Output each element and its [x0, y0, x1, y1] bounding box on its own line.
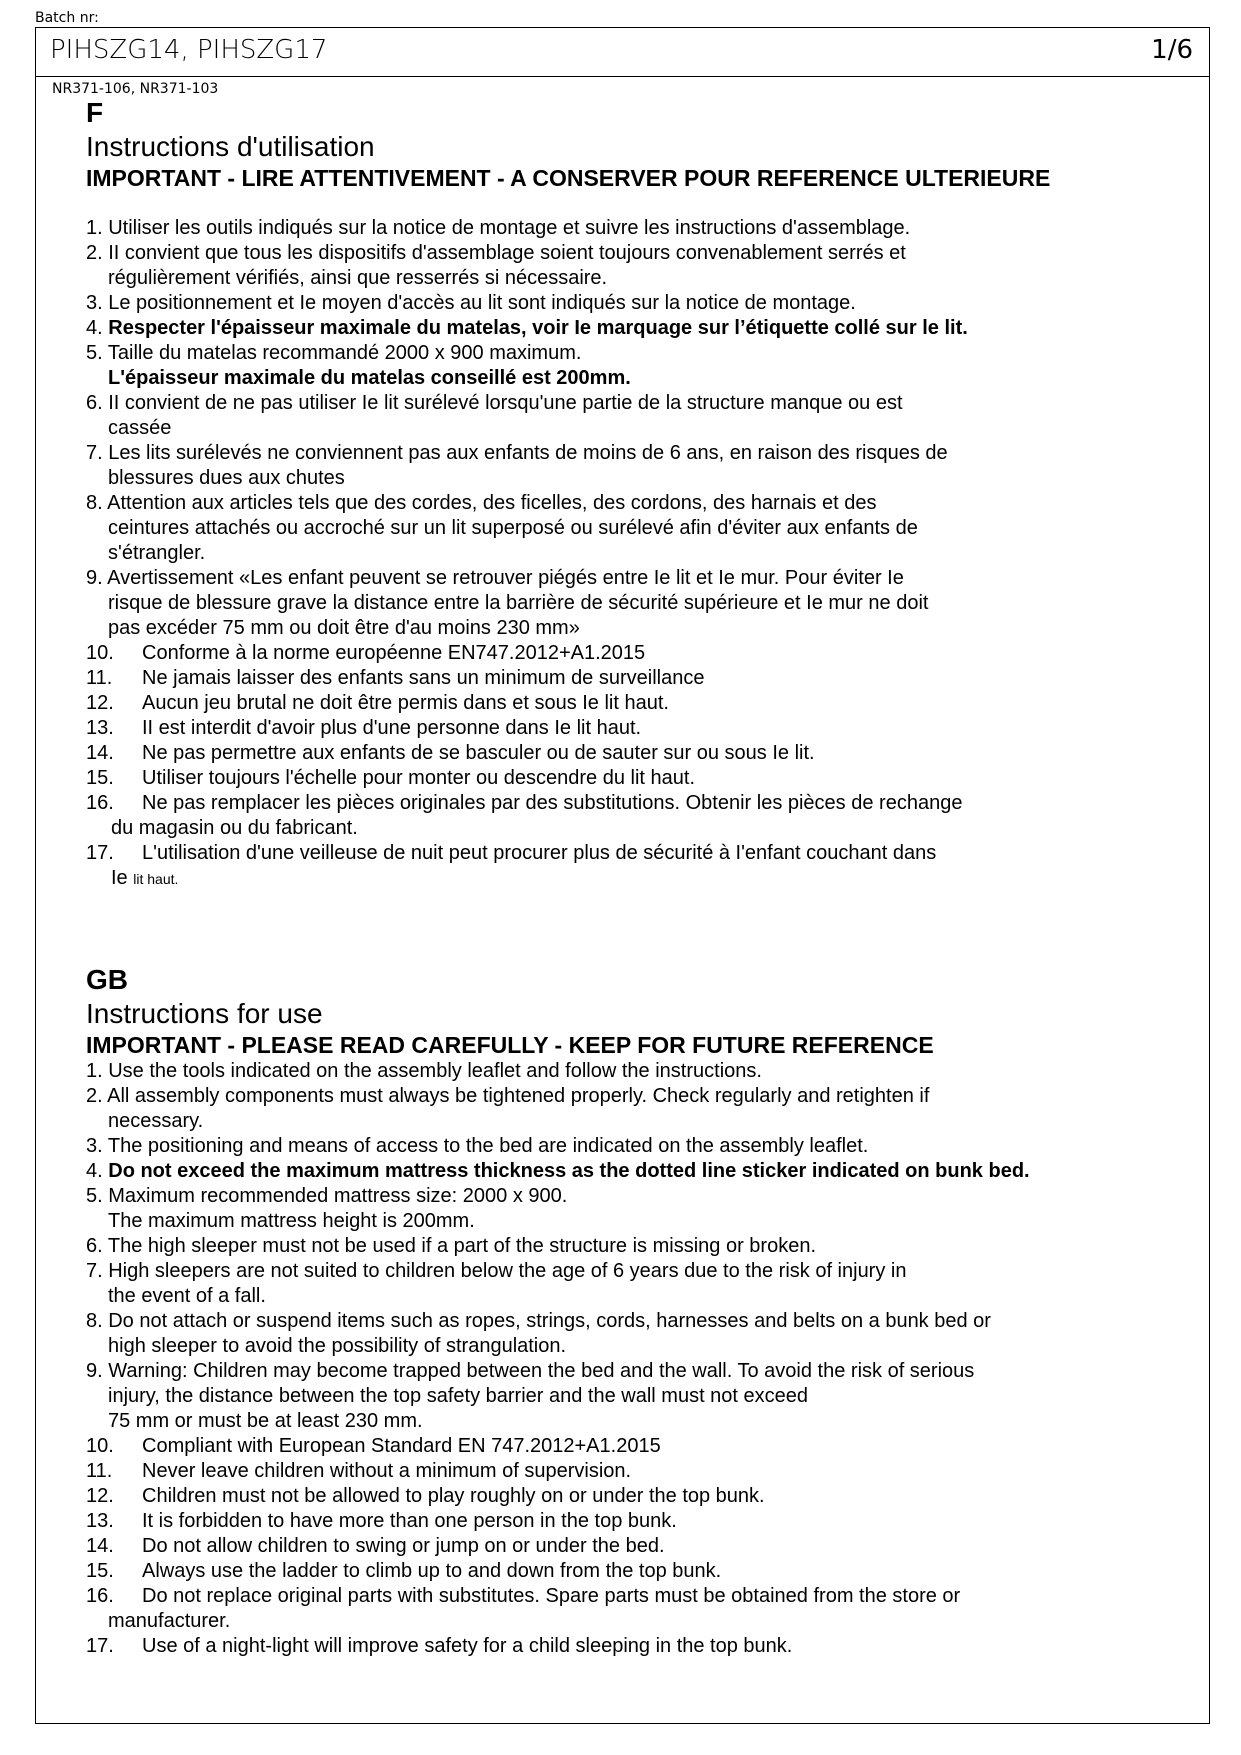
item-text: Aucun jeu brutal ne doit être permis dans et sous Ie lit haut.	[142, 692, 669, 714]
important-notice: IMPORTANT - PLEASE READ CAREFULLY - KEEP FOR FUTURE REFERENCE	[86, 1032, 934, 1058]
item-text: 75 mm or must be at least 230 mm.	[108, 1410, 423, 1432]
item-text: 5. Maximum recommended mattress size: 2000 x 900.	[86, 1185, 568, 1207]
sub-codes: NR371-106, NR371-103	[52, 81, 219, 97]
item-text: Conforme à la norme européenne EN747.2012+A1.2015	[142, 642, 646, 664]
item-text: 2. II convient que tous les dispositifs d'assemblage soient toujours convenablement serrés et	[86, 242, 906, 264]
section-title: Instructions d'utilisation	[86, 131, 375, 162]
item-text: Do not allow children to swing or jump on or under the bed.	[142, 1535, 665, 1557]
item-text: L'épaisseur maximale du matelas conseillé est 200mm.	[108, 367, 631, 389]
list-item	[86, 441, 1196, 491]
item-text: L'utilisation d'une veilleuse de nuit peut procurer plus de sécurité à I'enfant couchant dans	[142, 842, 937, 864]
list-item	[86, 491, 1196, 566]
item-text: 8. Do not attach or suspend items such as ropes, strings, cords, harnesses and belts on a bunk bed or	[86, 1310, 991, 1332]
list-item	[86, 1559, 1196, 1584]
list-item	[86, 1584, 1196, 1634]
list-item	[86, 666, 1196, 691]
list-item	[86, 1509, 1196, 1534]
item-text: régulièrement vérifiés, ainsi que resserrés si nécessaire.	[108, 267, 608, 289]
batch-label: Batch nr:	[35, 10, 99, 26]
instruction-list	[86, 1059, 1196, 1659]
item-text: Ne pas permettre aux enfants de se basculer ou de sauter sur ou sous Ie lit.	[142, 742, 815, 764]
instruction-list	[86, 216, 1196, 892]
list-item	[86, 566, 1196, 641]
list-item	[86, 1184, 1196, 1234]
item-text: 9. Avertissement «Les enfant peuvent se retrouver piégés entre Ie lit et Ie mur. Pour éviter Ie	[86, 567, 904, 589]
item-number: 16.	[86, 1585, 114, 1607]
item-text: Do not exceed the maximum mattress thickness as the dotted line sticker indicated on bunk bed.	[108, 1160, 1030, 1182]
item-number: 12.	[86, 692, 114, 714]
item-text: The maximum mattress height is 200mm.	[108, 1210, 475, 1232]
language-code: GB	[86, 964, 128, 995]
list-item	[86, 766, 1196, 791]
list-item	[86, 1084, 1196, 1134]
list-item	[86, 1484, 1196, 1509]
list-item	[86, 241, 1196, 291]
language-code: F	[86, 97, 104, 128]
item-number: 14.	[86, 742, 114, 764]
item-number: 12.	[86, 1485, 114, 1507]
item-text: blessures dues aux chutes	[108, 467, 345, 489]
item-text: II est interdit d'avoir plus d'une personne dans Ie lit haut.	[142, 717, 642, 739]
item-number: 13.	[86, 1510, 114, 1532]
list-item	[86, 316, 1196, 341]
list-item: 3. The positioning and means of access to the bed are indicated on the assembly leaflet.	[86, 1135, 869, 1157]
item-text: manufacturer.	[108, 1610, 231, 1632]
section-english	[86, 963, 1196, 1659]
list-item	[86, 1259, 1196, 1309]
list-item	[86, 341, 1196, 391]
item-number: 15.	[86, 1560, 114, 1582]
list-item	[86, 1359, 1196, 1434]
list-item	[86, 1159, 1196, 1184]
item-text: Compliant with European Standard EN 747.2012+A1.2015	[142, 1435, 661, 1457]
list-item: 1. Use the tools indicated on the assembly leaflet and follow the instructions.	[86, 1060, 762, 1082]
product-codes: PIHSZG14, PIHSZG17	[50, 35, 328, 65]
item-number: 4.	[86, 1160, 109, 1182]
item-text: pas excéder 75 mm ou doit être d'au moins 230 mm»	[108, 617, 580, 639]
item-text: 7. High sleepers are not suited to children below the age of 6 years due to the risk of injury in	[86, 1260, 907, 1282]
item-number: 11.	[86, 667, 113, 689]
item-text: Always use the ladder to climb up to and down from the top bunk.	[142, 1560, 722, 1582]
item-number: 4.	[86, 317, 109, 339]
header-bar	[36, 28, 1209, 77]
item-text: Respecter l'épaisseur maximale du matelas, voir Ie marquage sur l’étiquette collé sur le lit.	[108, 317, 968, 339]
item-text: ceintures attachés ou accroché sur un lit superposé ou surélevé afin d'éviter aux enfants de	[108, 517, 918, 539]
item-text: 9. Warning: Children may become trapped between the bed and the wall. To avoid the risk of serious	[86, 1360, 975, 1382]
item-number: 10.	[86, 642, 114, 664]
item-number: 17.	[86, 1635, 114, 1657]
item-text: Ne jamais laisser des enfants sans un minimum de surveillance	[142, 667, 705, 689]
list-item: 1. Utiliser les outils indiqués sur la notice de montage et suivre les instructions d'assemblage.	[86, 217, 911, 239]
item-text: necessary.	[108, 1110, 204, 1132]
item-text: Ne pas remplacer les pièces originales par des substitutions. Obtenir les pièces de rechange	[142, 792, 963, 814]
item-number: 14.	[86, 1535, 114, 1557]
item-text: Ie	[111, 867, 134, 889]
important-notice: IMPORTANT - LIRE ATTENTIVEMENT - A CONSERVER POUR REFERENCE ULTERIEURE	[86, 165, 1051, 191]
list-item	[86, 691, 1196, 716]
item-text: Utiliser toujours l'échelle pour monter ou descendre du lit haut.	[142, 767, 696, 789]
document-frame	[35, 27, 1210, 1724]
list-item	[86, 716, 1196, 741]
list-item: 6. The high sleeper must not be used if a part of the structure is missing or broken.	[86, 1235, 817, 1257]
list-item	[86, 1534, 1196, 1559]
item-text: s'étrangler.	[108, 542, 206, 564]
item-number: 11.	[86, 1460, 113, 1482]
list-item	[86, 791, 1196, 841]
list-item	[86, 1434, 1196, 1459]
item-text: 8. Attention aux articles tels que des cordes, des ficelles, des cordons, des harnais et des	[86, 492, 877, 514]
item-text: cassée	[108, 417, 172, 439]
item-number: 17.	[86, 842, 114, 864]
item-text: lit haut.	[133, 871, 179, 887]
item-text: Do not replace original parts with substitutes. Spare parts must be obtained from the store or	[142, 1585, 961, 1607]
list-item	[86, 741, 1196, 766]
item-text: 2. All assembly components must always be tightened properly. Check regularly and retighten if	[86, 1085, 930, 1107]
item-number: 10.	[86, 1435, 114, 1457]
item-text: the event of a fall.	[108, 1285, 266, 1307]
list-item	[86, 1634, 1196, 1659]
page-number: 1/6	[1151, 35, 1193, 65]
section-title: Instructions for use	[86, 998, 323, 1029]
list-item: 3. Le positionnement et Ie moyen d'accès au lit sont indiqués sur la notice de montage.	[86, 292, 856, 314]
list-item	[86, 1459, 1196, 1484]
item-text: 7. Les lits surélevés ne conviennent pas aux enfants de moins de 6 ans, en raison des risques de	[86, 442, 948, 464]
item-text: Never leave children without a minimum of supervision.	[142, 1460, 632, 1482]
section-french	[86, 96, 1196, 892]
item-text: risque de blessure grave la distance entre la barrière de sécurité supérieure et Ie mur ne doit	[108, 592, 929, 614]
list-item	[86, 841, 1196, 892]
list-item	[86, 1309, 1196, 1359]
list-item	[86, 391, 1196, 441]
item-number: 15.	[86, 767, 114, 789]
item-number: 13.	[86, 717, 114, 739]
item-text: Use of a night-light will improve safety for a child sleeping in the top bunk.	[142, 1635, 793, 1657]
item-text: du magasin ou du fabricant.	[111, 817, 358, 839]
item-text: Children must not be allowed to play roughly on or under the top bunk.	[142, 1485, 765, 1507]
item-text: high sleeper to avoid the possibility of strangulation.	[108, 1335, 567, 1357]
item-text: injury, the distance between the top safety barrier and the wall must not exceed	[108, 1385, 809, 1407]
item-text: 6. II convient de ne pas utiliser Ie lit surélevé lorsqu'une partie de la structure manque ou est	[86, 392, 903, 414]
item-number: 16.	[86, 792, 114, 814]
item-text: It is forbidden to have more than one person in the top bunk.	[142, 1510, 677, 1532]
item-text: 5. Taille du matelas recommandé 2000 x 900 maximum.	[86, 342, 582, 364]
list-item	[86, 641, 1196, 666]
